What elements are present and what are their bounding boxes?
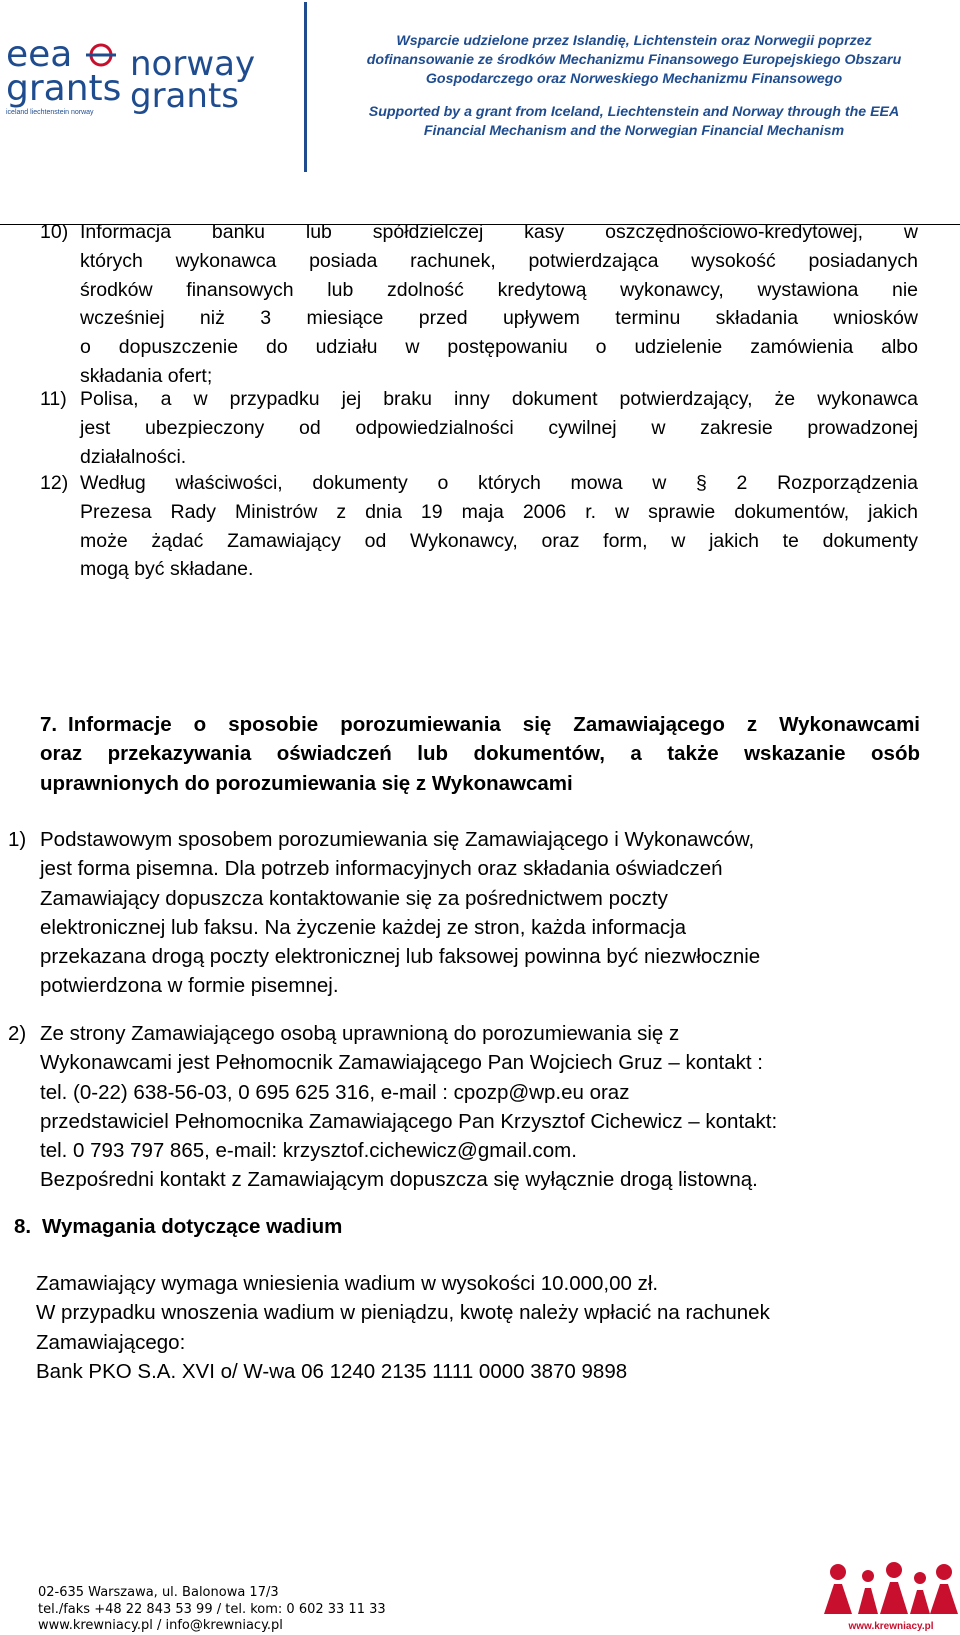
- text-line: wcześniej niż 3 miesiące przed upływem terminu składania wniosków: [80, 307, 918, 330]
- list-item-number: 12): [40, 472, 69, 494]
- heading-line: oraz przekazywania oświadczeń lub dokumentów, a także wskazanie osób: [40, 742, 920, 766]
- text-line: W przypadku wnoszenia wadium w pieniądzu, kwotę należy wpłacić na rachunek: [36, 1301, 770, 1325]
- list-item-number: 11): [40, 388, 67, 410]
- footer-logo-url: www.krewniacy.pl: [848, 1621, 934, 1632]
- text-line: których wykonawca posiada rachunek, potwierdzająca wysokość posiadanych: [80, 249, 918, 272]
- text-line: elektronicznej lub faksu. Na życzenie każdej ze stron, każda informacja: [40, 915, 687, 939]
- point-text: [40, 825, 930, 1001]
- text-line: tel. (0-22) 638-56-03, 0 695 625 316, e-mail : cpozp@wp.eu oraz: [40, 1080, 630, 1104]
- footer-line: tel./faks +48 22 843 53 99 / tel. kom: 0 602 33 11 33: [38, 1601, 386, 1617]
- text-line: Prezesa Rady Ministrów z dnia 19 maja 2006 r. w sprawie dokumentów, jakich: [80, 500, 918, 523]
- eea-logo-countries: iceland liechtenstein norway: [6, 109, 94, 116]
- text-line: przedstawiciel Pełnomocnika Zamawiającego Pan Krzysztof Cichewicz – kontakt:: [40, 1109, 778, 1133]
- point-text: [40, 1019, 930, 1195]
- header-pl-line: dofinansowanie ze środków Mechanizmu Finansowego Europejskiego Obszaru: [366, 52, 902, 68]
- header-pl-line: Gospodarczego oraz Norweskiego Mechanizmu Finansowego: [425, 71, 843, 87]
- heading-line: Informacje o sposobie porozumiewania się Zamawiającego z Wykonawcami: [68, 713, 920, 736]
- list-item: [80, 469, 918, 584]
- text-line: jest ubezpieczony od odpowiedzialności cywilnej w zakresie prowadzonej: [80, 416, 918, 439]
- header-funding-pl: [308, 32, 960, 89]
- text-line: Bezpośredni kontakt z Zamawiającym dopuszcza się wyłącznie drogą listowną.: [40, 1168, 758, 1192]
- eea-logo-word: eea: [6, 34, 73, 75]
- heading-line: uprawnionych do porozumiewania się z Wykonawcami: [40, 771, 573, 795]
- section-number: 8.: [14, 1215, 32, 1238]
- footer-line: 02-635 Warszawa, ul. Balonowa 17/3: [38, 1585, 279, 1600]
- header-en-line: Supported by a grant from Iceland, Liechtenstein and Norway through the EEA: [368, 104, 900, 120]
- text-line: Podstawowym sposobem porozumiewania się Zamawiającego i Wykonawców,: [40, 828, 755, 851]
- text-line: środków finansowych lub zdolność kredytową wykonawcy, wystawiona nie: [80, 278, 918, 301]
- section-heading: [40, 710, 920, 798]
- text-line: tel. 0 793 797 865, e-mail: krzysztof.cichewicz@gmail.com.: [40, 1139, 577, 1163]
- text-line: mogą być składane.: [80, 558, 254, 581]
- norway-grants-logo: [130, 44, 280, 128]
- text-line: Zamawiający wymaga wniesienia wadium w wysokości 10.000,00 zł.: [36, 1272, 659, 1295]
- norway-logo-word-grants: grants: [130, 76, 239, 116]
- norway-logo-word: norway: [130, 44, 256, 84]
- text-line: Wykonawcami jest Pełnomocnik Zamawiającego Pan Wojciech Gruz – kontakt :: [40, 1051, 763, 1075]
- text-line: przekazana drogą poczty elektronicznej lub faksowej powinna być niezwłocznie: [40, 945, 761, 969]
- header-funding-en: [308, 103, 960, 141]
- footer-address: [38, 1585, 386, 1635]
- text-line: Według właściwości, dokumenty o których mowa w § 2 Rozporządzenia: [80, 472, 918, 494]
- text-line: o dopuszczenie do udziału w postępowaniu o udzielenie zamówienia albo: [80, 336, 918, 359]
- header-pl-line: Wsparcie udzielone przez Islandię, Lichtenstein oraz Norwegii poprzez: [396, 33, 872, 49]
- text-line: Bank PKO S.A. XVI o/ W-wa 06 1240 2135 1111 0000 3870 9898: [36, 1359, 628, 1383]
- text-line: działalności.: [80, 445, 187, 468]
- section-heading: Wymagania dotyczące wadium: [42, 1215, 343, 1238]
- eea-logo-mark-icon: [84, 40, 118, 70]
- family-figures-icon: [822, 1560, 960, 1616]
- point-number: 1): [8, 828, 27, 851]
- list-item: [80, 385, 918, 471]
- text-line: może żądać Zamawiający od Wykonawcy, oraz form, w jakich te dokumenty: [80, 529, 918, 552]
- section-number: 7.: [40, 713, 58, 736]
- text-line: potwierdzona w formie pisemnej.: [40, 974, 339, 998]
- footer-line[interactable]: www.krewniacy.pl / info@krewniacy.pl: [38, 1618, 283, 1633]
- text-line: Polisa, a w przypadku jej braku inny dokument potwierdzający, że wykonawca: [80, 388, 918, 410]
- eea-logo-word-grants: grants: [6, 68, 122, 109]
- text-line: Zamawiającego:: [36, 1330, 186, 1354]
- text-line: składania ofert;: [80, 364, 213, 387]
- krewniacy-logo: [822, 1560, 960, 1632]
- list-item-number: 10): [40, 221, 69, 243]
- text-line: Ze strony Zamawiającego osobą uprawnioną do porozumiewania się z: [40, 1022, 680, 1045]
- text-line: Informacja banku lub spółdzielczej kasy oszczędnościowo-kredytowej, w: [80, 221, 918, 243]
- text-line: jest forma pisemna. Dla potrzeb informacyjnych oraz składania oświadczeń: [40, 857, 723, 881]
- header-en-line: Financial Mechanism and the Norwegian Financial Mechanism: [423, 123, 845, 139]
- list-item: [80, 218, 918, 391]
- text-line: Zamawiający dopuszcza kontaktowanie się za pośrednictwem poczty: [40, 886, 668, 910]
- point-number: 2): [8, 1022, 27, 1045]
- header-divider: [304, 2, 307, 172]
- section-body: [36, 1269, 936, 1386]
